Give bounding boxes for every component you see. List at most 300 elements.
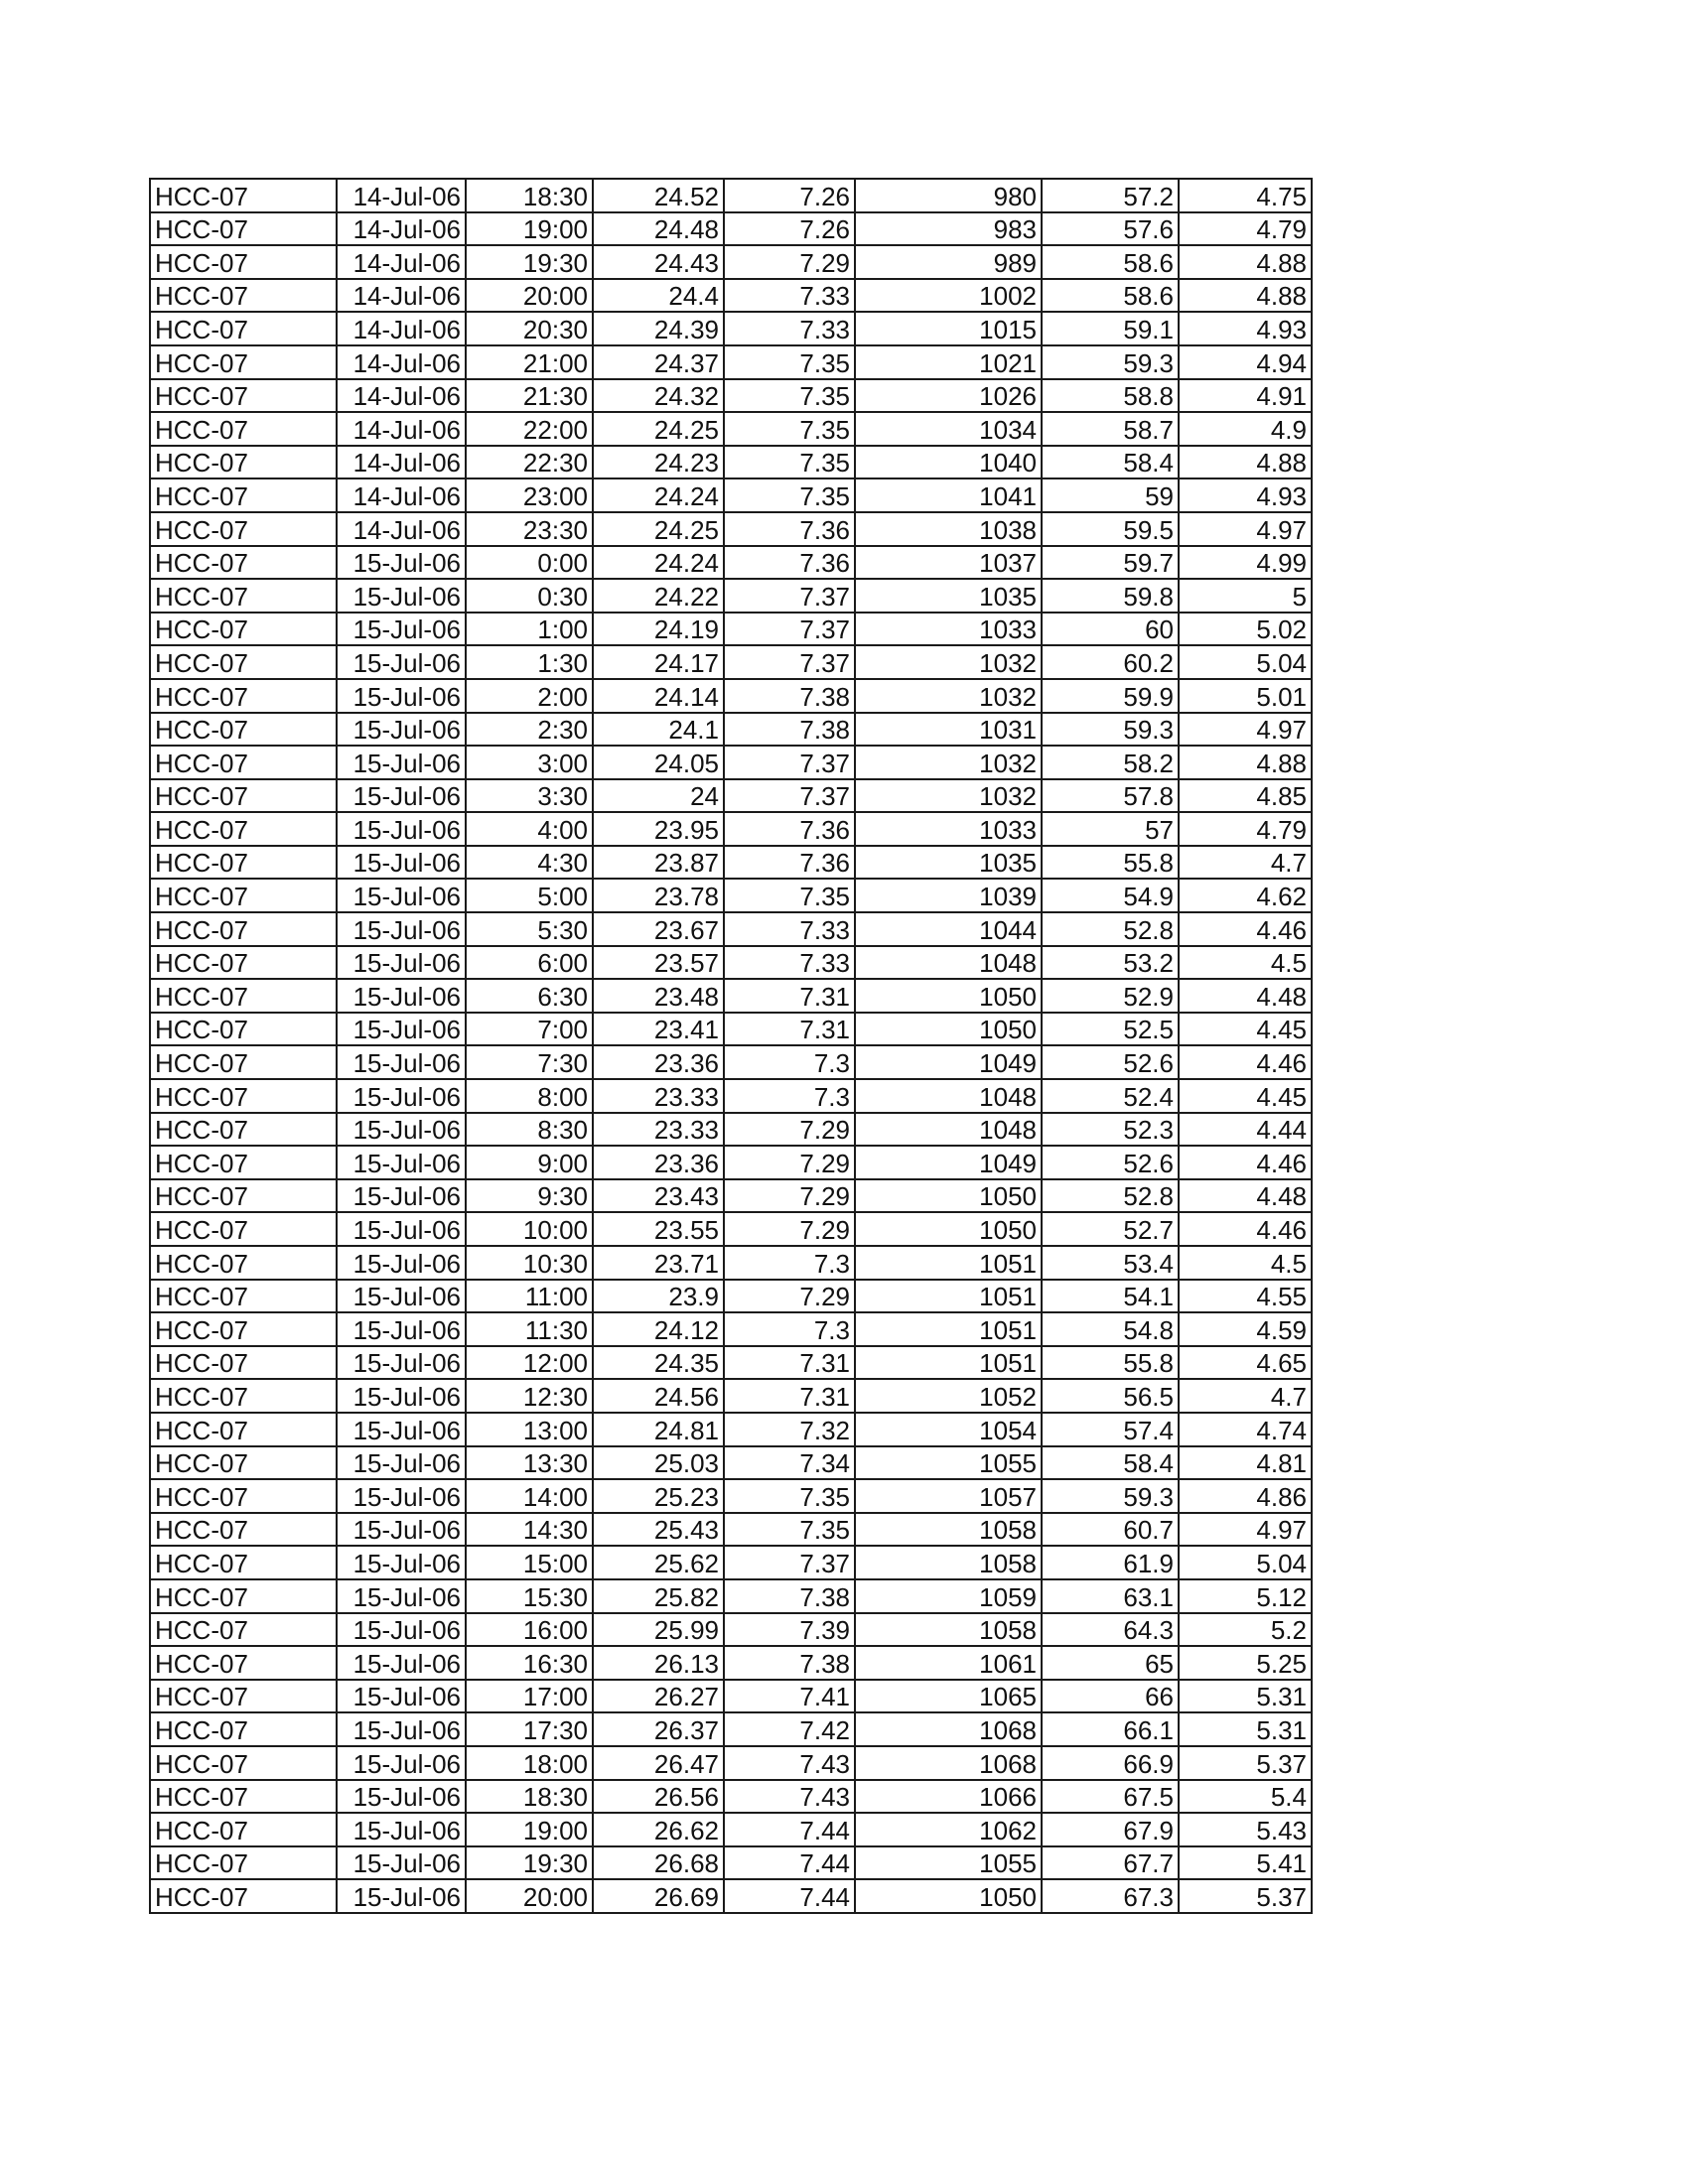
value-d-cell: 58.6	[1042, 279, 1179, 313]
table-row	[150, 946, 1312, 980]
time-cell: 17:00	[466, 1680, 593, 1713]
value-b-cell: 7.39	[724, 1613, 855, 1647]
value-b-cell: 7.29	[724, 1212, 855, 1246]
table-row	[150, 1780, 1312, 1814]
value-a-cell: 26.47	[593, 1746, 724, 1780]
station-id-cell: HCC-07	[150, 912, 337, 946]
value-b-cell: 7.33	[724, 279, 855, 313]
value-c-cell: 1034	[855, 412, 1042, 446]
value-a-cell: 24.43	[593, 245, 724, 279]
value-a-cell: 24.32	[593, 379, 724, 413]
date-cell: 15-Jul-06	[337, 746, 466, 779]
table-row	[150, 1846, 1312, 1880]
value-c-cell: 1055	[855, 1846, 1042, 1880]
value-c-cell: 983	[855, 212, 1042, 246]
value-c-cell: 1058	[855, 1546, 1042, 1579]
value-b-cell: 7.31	[724, 979, 855, 1013]
date-cell: 15-Jul-06	[337, 613, 466, 646]
date-cell: 15-Jul-06	[337, 946, 466, 980]
value-d-cell: 59.7	[1042, 546, 1179, 580]
value-a-cell: 23.48	[593, 979, 724, 1013]
value-e-cell: 4.94	[1179, 345, 1312, 379]
value-c-cell: 1033	[855, 613, 1042, 646]
value-c-cell: 1031	[855, 713, 1042, 747]
table-row	[150, 1246, 1312, 1280]
value-b-cell: 7.32	[724, 1413, 855, 1446]
table-row	[150, 245, 1312, 279]
station-id-cell: HCC-07	[150, 279, 337, 313]
value-a-cell: 23.78	[593, 879, 724, 912]
date-cell: 15-Jul-06	[337, 1379, 466, 1413]
value-d-cell: 65	[1042, 1646, 1179, 1680]
table-row	[150, 1813, 1312, 1846]
value-c-cell: 980	[855, 179, 1042, 212]
value-a-cell: 24	[593, 779, 724, 813]
value-c-cell: 1057	[855, 1479, 1042, 1513]
value-b-cell: 7.35	[724, 1479, 855, 1513]
table-row	[150, 779, 1312, 813]
table-row	[150, 345, 1312, 379]
value-c-cell: 1065	[855, 1680, 1042, 1713]
table-row	[150, 1479, 1312, 1513]
value-c-cell: 1055	[855, 1446, 1042, 1480]
value-e-cell: 5.4	[1179, 1780, 1312, 1814]
time-cell: 11:00	[466, 1280, 593, 1313]
table-row	[150, 1546, 1312, 1579]
time-cell: 13:30	[466, 1446, 593, 1480]
station-id-cell: HCC-07	[150, 1579, 337, 1613]
value-d-cell: 57	[1042, 812, 1179, 846]
time-cell: 0:00	[466, 546, 593, 580]
value-b-cell: 7.37	[724, 746, 855, 779]
value-e-cell: 4.79	[1179, 212, 1312, 246]
time-cell: 9:00	[466, 1146, 593, 1179]
value-c-cell: 1050	[855, 1212, 1042, 1246]
station-id-cell: HCC-07	[150, 412, 337, 446]
table-row	[150, 1613, 1312, 1647]
time-cell: 4:30	[466, 846, 593, 880]
value-e-cell: 4.62	[1179, 879, 1312, 912]
time-cell: 9:30	[466, 1179, 593, 1213]
time-cell: 21:00	[466, 345, 593, 379]
date-cell: 15-Jul-06	[337, 1146, 466, 1179]
value-e-cell: 5.01	[1179, 679, 1312, 713]
value-a-cell: 23.41	[593, 1013, 724, 1046]
station-id-cell: HCC-07	[150, 1546, 337, 1579]
station-id-cell: HCC-07	[150, 1846, 337, 1880]
value-b-cell: 7.3	[724, 1045, 855, 1079]
value-c-cell: 1041	[855, 478, 1042, 512]
value-b-cell: 7.3	[724, 1246, 855, 1280]
value-d-cell: 67.3	[1042, 1879, 1179, 1913]
station-id-cell: HCC-07	[150, 1113, 337, 1147]
table-row	[150, 1079, 1312, 1113]
value-e-cell: 4.5	[1179, 946, 1312, 980]
value-e-cell: 4.48	[1179, 979, 1312, 1013]
value-e-cell: 5.41	[1179, 1846, 1312, 1880]
table-row	[150, 1646, 1312, 1680]
station-id-cell: HCC-07	[150, 1746, 337, 1780]
date-cell: 15-Jul-06	[337, 1346, 466, 1380]
time-cell: 6:00	[466, 946, 593, 980]
value-c-cell: 1059	[855, 1579, 1042, 1613]
value-d-cell: 54.9	[1042, 879, 1179, 912]
value-e-cell: 4.85	[1179, 779, 1312, 813]
value-a-cell: 24.37	[593, 345, 724, 379]
value-b-cell: 7.44	[724, 1813, 855, 1846]
value-c-cell: 1044	[855, 912, 1042, 946]
station-id-cell: HCC-07	[150, 312, 337, 345]
data-table	[149, 178, 1313, 1914]
value-b-cell: 7.37	[724, 579, 855, 613]
value-d-cell: 53.4	[1042, 1246, 1179, 1280]
value-d-cell: 67.9	[1042, 1813, 1179, 1846]
value-d-cell: 57.8	[1042, 779, 1179, 813]
time-cell: 18:00	[466, 1746, 593, 1780]
date-cell: 15-Jul-06	[337, 779, 466, 813]
value-b-cell: 7.34	[724, 1446, 855, 1480]
time-cell: 7:30	[466, 1045, 593, 1079]
date-cell: 15-Jul-06	[337, 1446, 466, 1480]
value-c-cell: 1050	[855, 1013, 1042, 1046]
table-row	[150, 746, 1312, 779]
value-d-cell: 54.1	[1042, 1280, 1179, 1313]
value-b-cell: 7.33	[724, 312, 855, 345]
station-id-cell: HCC-07	[150, 846, 337, 880]
value-b-cell: 7.38	[724, 1579, 855, 1613]
value-e-cell: 4.79	[1179, 812, 1312, 846]
table-row	[150, 613, 1312, 646]
table-row	[150, 546, 1312, 580]
table-row	[150, 478, 1312, 512]
value-e-cell: 4.75	[1179, 179, 1312, 212]
value-d-cell: 66.9	[1042, 1746, 1179, 1780]
date-cell: 15-Jul-06	[337, 679, 466, 713]
station-id-cell: HCC-07	[150, 746, 337, 779]
value-d-cell: 52.4	[1042, 1079, 1179, 1113]
value-e-cell: 4.46	[1179, 912, 1312, 946]
value-d-cell: 58.4	[1042, 446, 1179, 479]
time-cell: 3:00	[466, 746, 593, 779]
value-d-cell: 52.6	[1042, 1045, 1179, 1079]
value-a-cell: 23.87	[593, 846, 724, 880]
value-b-cell: 7.35	[724, 478, 855, 512]
date-cell: 15-Jul-06	[337, 1546, 466, 1579]
value-a-cell: 25.23	[593, 1479, 724, 1513]
time-cell: 23:00	[466, 478, 593, 512]
value-e-cell: 4.46	[1179, 1212, 1312, 1246]
value-b-cell: 7.43	[724, 1780, 855, 1814]
table-row	[150, 812, 1312, 846]
table-row	[150, 1179, 1312, 1213]
table-row	[150, 279, 1312, 313]
value-c-cell: 1049	[855, 1045, 1042, 1079]
date-cell: 14-Jul-06	[337, 478, 466, 512]
time-cell: 19:00	[466, 1813, 593, 1846]
value-b-cell: 7.44	[724, 1879, 855, 1913]
value-e-cell: 4.88	[1179, 279, 1312, 313]
date-cell: 15-Jul-06	[337, 1280, 466, 1313]
value-e-cell: 4.45	[1179, 1079, 1312, 1113]
value-e-cell: 4.46	[1179, 1146, 1312, 1179]
station-id-cell: HCC-07	[150, 979, 337, 1013]
value-d-cell: 52.8	[1042, 912, 1179, 946]
value-b-cell: 7.37	[724, 779, 855, 813]
time-cell: 18:30	[466, 179, 593, 212]
value-a-cell: 24.22	[593, 579, 724, 613]
value-b-cell: 7.31	[724, 1379, 855, 1413]
value-e-cell: 4.55	[1179, 1280, 1312, 1313]
table-row	[150, 912, 1312, 946]
date-cell: 15-Jul-06	[337, 1246, 466, 1280]
value-e-cell: 4.97	[1179, 1513, 1312, 1547]
table-row	[150, 1446, 1312, 1480]
value-e-cell: 5.12	[1179, 1579, 1312, 1613]
value-a-cell: 24.4	[593, 279, 724, 313]
value-c-cell: 1032	[855, 746, 1042, 779]
value-d-cell: 64.3	[1042, 1613, 1179, 1647]
date-cell: 15-Jul-06	[337, 1780, 466, 1814]
value-a-cell: 24.14	[593, 679, 724, 713]
value-e-cell: 4.46	[1179, 1045, 1312, 1079]
value-b-cell: 7.29	[724, 1113, 855, 1147]
value-d-cell: 55.8	[1042, 846, 1179, 880]
station-id-cell: HCC-07	[150, 345, 337, 379]
station-id-cell: HCC-07	[150, 446, 337, 479]
table-row	[150, 379, 1312, 413]
value-d-cell: 52.9	[1042, 979, 1179, 1013]
value-a-cell: 23.95	[593, 812, 724, 846]
time-cell: 12:30	[466, 1379, 593, 1413]
time-cell: 4:00	[466, 812, 593, 846]
value-c-cell: 1051	[855, 1246, 1042, 1280]
value-e-cell: 4.44	[1179, 1113, 1312, 1147]
value-a-cell: 24.25	[593, 412, 724, 446]
table-row	[150, 579, 1312, 613]
value-b-cell: 7.37	[724, 645, 855, 679]
table-row	[150, 1746, 1312, 1780]
date-cell: 15-Jul-06	[337, 1646, 466, 1680]
value-c-cell: 1035	[855, 579, 1042, 613]
station-id-cell: HCC-07	[150, 1179, 337, 1213]
value-b-cell: 7.36	[724, 512, 855, 546]
table-row	[150, 1013, 1312, 1046]
station-id-cell: HCC-07	[150, 1346, 337, 1380]
value-a-cell: 26.62	[593, 1813, 724, 1846]
value-a-cell: 24.81	[593, 1413, 724, 1446]
value-d-cell: 55.8	[1042, 1346, 1179, 1380]
table-row	[150, 1413, 1312, 1446]
station-id-cell: HCC-07	[150, 1146, 337, 1179]
value-b-cell: 7.38	[724, 1646, 855, 1680]
value-a-cell: 24.05	[593, 746, 724, 779]
value-d-cell: 57.6	[1042, 212, 1179, 246]
time-cell: 16:00	[466, 1613, 593, 1647]
value-b-cell: 7.29	[724, 1146, 855, 1179]
value-d-cell: 60.7	[1042, 1513, 1179, 1547]
value-d-cell: 58.6	[1042, 245, 1179, 279]
value-c-cell: 1032	[855, 645, 1042, 679]
value-a-cell: 24.25	[593, 512, 724, 546]
value-a-cell: 23.57	[593, 946, 724, 980]
table-row	[150, 1146, 1312, 1179]
time-cell: 5:00	[466, 879, 593, 912]
date-cell: 15-Jul-06	[337, 979, 466, 1013]
time-cell: 1:00	[466, 613, 593, 646]
value-e-cell: 5.2	[1179, 1613, 1312, 1647]
value-a-cell: 26.56	[593, 1780, 724, 1814]
time-cell: 1:30	[466, 645, 593, 679]
date-cell: 15-Jul-06	[337, 879, 466, 912]
value-c-cell: 1051	[855, 1312, 1042, 1346]
value-c-cell: 1021	[855, 345, 1042, 379]
station-id-cell: HCC-07	[150, 1813, 337, 1846]
station-id-cell: HCC-07	[150, 1312, 337, 1346]
value-a-cell: 24.23	[593, 446, 724, 479]
value-e-cell: 5.43	[1179, 1813, 1312, 1846]
station-id-cell: HCC-07	[150, 1513, 337, 1547]
value-d-cell: 66	[1042, 1680, 1179, 1713]
value-c-cell: 1050	[855, 1179, 1042, 1213]
value-b-cell: 7.31	[724, 1346, 855, 1380]
value-c-cell: 1051	[855, 1280, 1042, 1313]
value-b-cell: 7.35	[724, 412, 855, 446]
table-row	[150, 1312, 1312, 1346]
value-c-cell: 1033	[855, 812, 1042, 846]
value-e-cell: 4.65	[1179, 1346, 1312, 1380]
date-cell: 14-Jul-06	[337, 345, 466, 379]
value-a-cell: 23.33	[593, 1079, 724, 1113]
station-id-cell: HCC-07	[150, 1079, 337, 1113]
time-cell: 21:30	[466, 379, 593, 413]
time-cell: 17:30	[466, 1712, 593, 1746]
value-a-cell: 24.19	[593, 613, 724, 646]
value-c-cell: 1015	[855, 312, 1042, 345]
value-b-cell: 7.3	[724, 1312, 855, 1346]
value-a-cell: 26.68	[593, 1846, 724, 1880]
time-cell: 8:30	[466, 1113, 593, 1147]
time-cell: 18:30	[466, 1780, 593, 1814]
station-id-cell: HCC-07	[150, 1613, 337, 1647]
value-a-cell: 24.48	[593, 212, 724, 246]
value-d-cell: 58.7	[1042, 412, 1179, 446]
value-c-cell: 1050	[855, 1879, 1042, 1913]
value-a-cell: 23.55	[593, 1212, 724, 1246]
value-c-cell: 1068	[855, 1746, 1042, 1780]
value-b-cell: 7.35	[724, 879, 855, 912]
station-id-cell: HCC-07	[150, 546, 337, 580]
value-c-cell: 1040	[855, 446, 1042, 479]
value-c-cell: 1052	[855, 1379, 1042, 1413]
station-id-cell: HCC-07	[150, 1879, 337, 1913]
table-row	[150, 979, 1312, 1013]
date-cell: 15-Jul-06	[337, 812, 466, 846]
value-c-cell: 1058	[855, 1513, 1042, 1547]
value-d-cell: 59.3	[1042, 713, 1179, 747]
value-c-cell: 1048	[855, 1113, 1042, 1147]
table-row	[150, 212, 1312, 246]
value-e-cell: 4.99	[1179, 546, 1312, 580]
value-a-cell: 26.69	[593, 1879, 724, 1913]
value-b-cell: 7.3	[724, 1079, 855, 1113]
value-c-cell: 1054	[855, 1413, 1042, 1446]
value-d-cell: 58.4	[1042, 1446, 1179, 1480]
value-d-cell: 53.2	[1042, 946, 1179, 980]
time-cell: 22:30	[466, 446, 593, 479]
station-id-cell: HCC-07	[150, 1479, 337, 1513]
value-c-cell: 1048	[855, 1079, 1042, 1113]
value-e-cell: 5.04	[1179, 645, 1312, 679]
value-d-cell: 52.6	[1042, 1146, 1179, 1179]
time-cell: 2:00	[466, 679, 593, 713]
station-id-cell: HCC-07	[150, 645, 337, 679]
value-a-cell: 23.71	[593, 1246, 724, 1280]
value-a-cell: 24.35	[593, 1346, 724, 1380]
value-a-cell: 23.33	[593, 1113, 724, 1147]
value-e-cell: 4.74	[1179, 1413, 1312, 1446]
time-cell: 15:30	[466, 1579, 593, 1613]
table-row	[150, 1379, 1312, 1413]
value-b-cell: 7.29	[724, 1280, 855, 1313]
value-d-cell: 59.9	[1042, 679, 1179, 713]
date-cell: 15-Jul-06	[337, 1013, 466, 1046]
value-d-cell: 58.2	[1042, 746, 1179, 779]
date-cell: 15-Jul-06	[337, 846, 466, 880]
value-d-cell: 57.4	[1042, 1413, 1179, 1446]
value-d-cell: 60	[1042, 613, 1179, 646]
value-e-cell: 4.81	[1179, 1446, 1312, 1480]
value-a-cell: 23.67	[593, 912, 724, 946]
value-d-cell: 59.3	[1042, 345, 1179, 379]
value-c-cell: 1062	[855, 1813, 1042, 1846]
value-a-cell: 24.1	[593, 713, 724, 747]
time-cell: 20:00	[466, 279, 593, 313]
date-cell: 14-Jul-06	[337, 279, 466, 313]
value-a-cell: 24.52	[593, 179, 724, 212]
time-cell: 10:00	[466, 1212, 593, 1246]
time-cell: 16:30	[466, 1646, 593, 1680]
value-d-cell: 52.3	[1042, 1113, 1179, 1147]
value-e-cell: 4.5	[1179, 1246, 1312, 1280]
date-cell: 14-Jul-06	[337, 212, 466, 246]
value-d-cell: 59.3	[1042, 1479, 1179, 1513]
value-d-cell: 59	[1042, 478, 1179, 512]
value-c-cell: 1048	[855, 946, 1042, 980]
value-e-cell: 5.02	[1179, 613, 1312, 646]
value-b-cell: 7.35	[724, 345, 855, 379]
table-row	[150, 1280, 1312, 1313]
time-cell: 13:00	[466, 1413, 593, 1446]
value-a-cell: 25.82	[593, 1579, 724, 1613]
table-row	[150, 1879, 1312, 1913]
table-row	[150, 412, 1312, 446]
value-c-cell: 1032	[855, 679, 1042, 713]
table-row	[150, 1212, 1312, 1246]
time-cell: 22:00	[466, 412, 593, 446]
station-id-cell: HCC-07	[150, 946, 337, 980]
time-cell: 19:30	[466, 245, 593, 279]
value-d-cell: 60.2	[1042, 645, 1179, 679]
value-e-cell: 4.93	[1179, 478, 1312, 512]
value-c-cell: 1058	[855, 1613, 1042, 1647]
value-a-cell: 24.39	[593, 312, 724, 345]
value-e-cell: 4.88	[1179, 245, 1312, 279]
value-b-cell: 7.41	[724, 1680, 855, 1713]
station-id-cell: HCC-07	[150, 779, 337, 813]
value-e-cell: 4.91	[1179, 379, 1312, 413]
value-e-cell: 4.97	[1179, 512, 1312, 546]
date-cell: 14-Jul-06	[337, 446, 466, 479]
